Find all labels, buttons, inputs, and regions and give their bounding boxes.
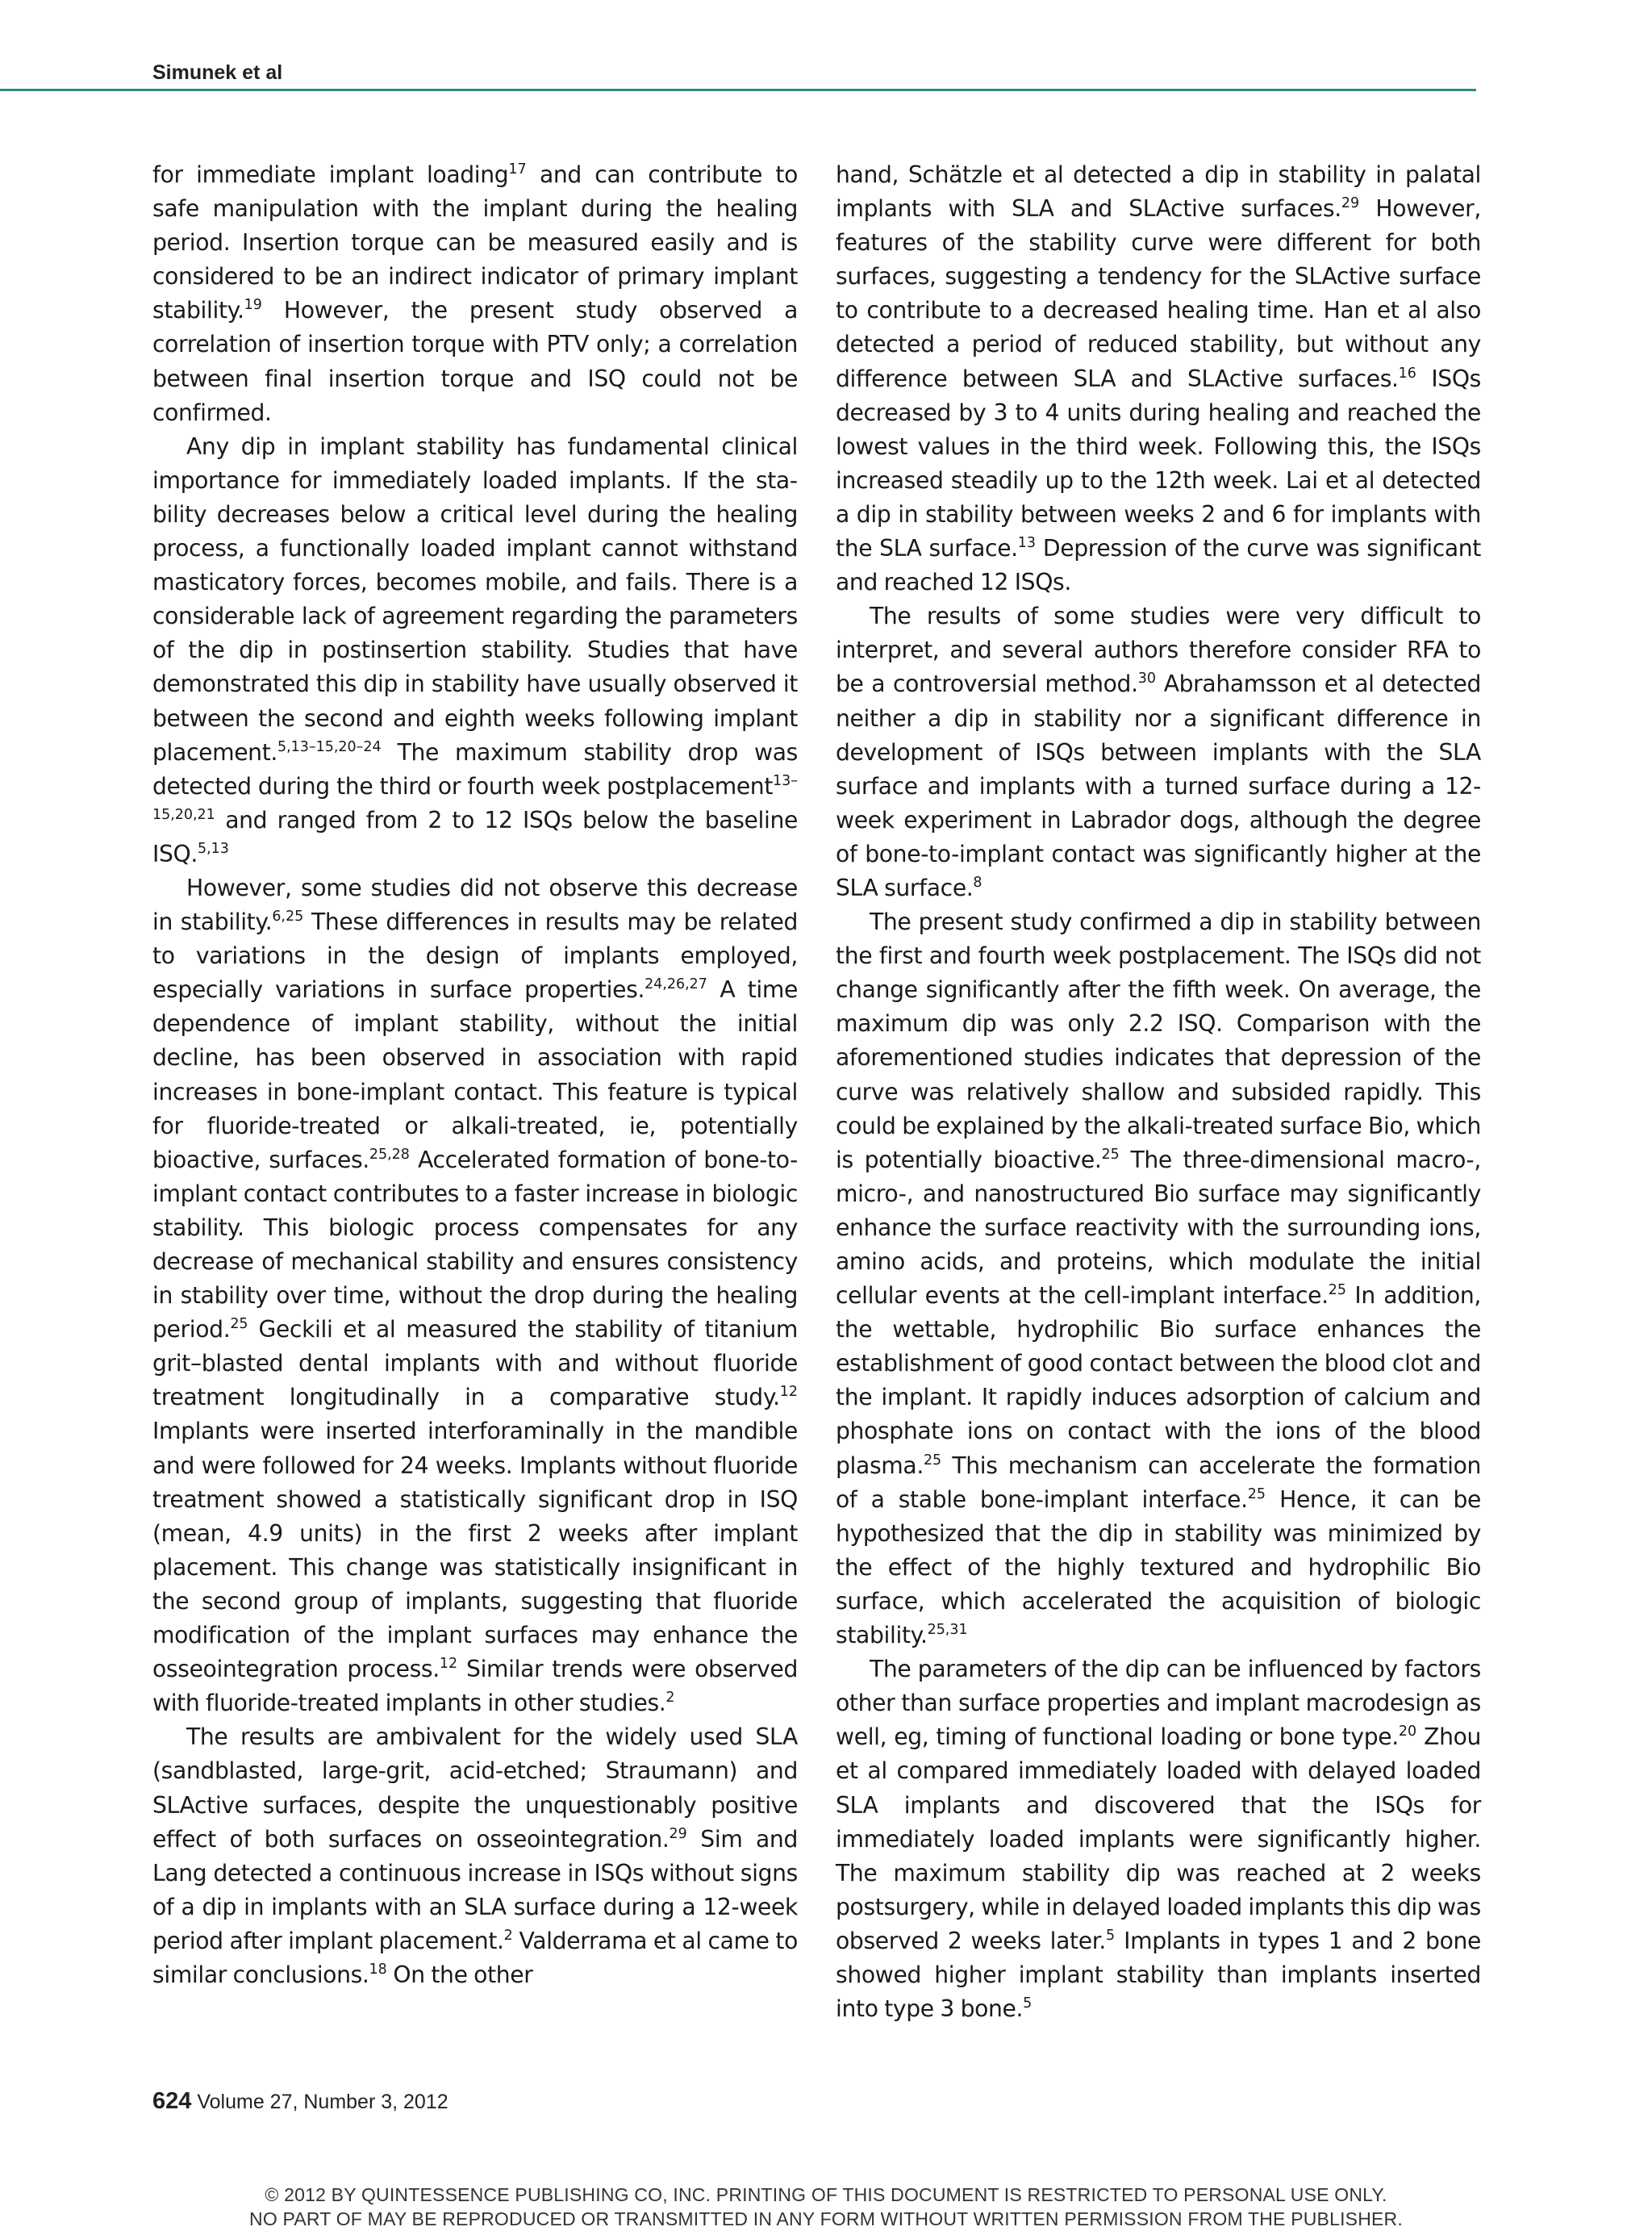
copyright-line: NO PART OF MAY BE REPRODUCED OR TRANSMITTED IN ANY FORM WITHOUT WRITTEN PERMISSION FROM THE PUBLISHER. [249,2208,1403,2229]
paragraph: However, some studies did not observe this decrease in stability.$^{6,25}$ These differences in results may be related to variations in the design of implants employed, especially variations in surface properties.$^{24,26,27}$ A time dependence of implant stability, without the initial decline, has been observed in association with rapid increases in bone-implant contact. This feature is typical for fluoride-treated or alkali-treated, ie, potentially bioactive, surfaces.$^{25,28}$ Accelerated formation of bone-to-implant contact contributes to a faster increase in biologic stability. This biologic process compensates for any decrease of mechanical stability and ensures consistency in stability over time, without the drop during the healing period.$^{25}$ Geckili et al measured the stability of titanium grit–blasted dental implants with and without fluoride treatment longitudinally in a comparative study.$^{12}$ Implants were inserted interforaminally in the mandible and were followed for 24 weeks. Implants without fluoride treatment showed a statistically significant drop in ISQ (mean, 4.9 units) in the first 2 weeks after implant placement. This change was statistically insignificant in the second group of implants, suggesting that fluoride modification of the implant surfaces may enhance the osseointegration process.$^{12}$ Similar trends were observed with fluoride-treated implants in other studies.$^2$ [152,874,798,1717]
paragraph: The results of some studies were very difficult to interpret, and several authors therefore consider RFA to be a controversial method.$^{30}$ Abrahamsson et al detected neither a dip in stability nor a significant difference in development of ISQs between implants with the SLA surface and implants with a turned surface during a 12-week experiment in Labrador dogs, although the degree of bone-to-implant contact was significantly higher at the SLA surface.$^8$ [836,603,1481,901]
copyright-line: © 2012 BY QUINTESSENCE PUBLISHING CO, INC. PRINTING OF THIS DOCUMENT IS RESTRICTED TO PERSONAL USE ONLY. [265,2184,1387,2205]
paragraph: The results are ambivalent for the widely used SLA (sandblasted, large-grit, acid-etched; Straumann) and SLActive surfaces, despite the unquestionably positive effect of both surfaces on osseointegration.$^{29}$ Sim and Lang detected a continuous increase in ISQs without signs of a dip in implants with an SLA surface during a 12-week period after implant placement.$^2$ Valderrama et al came to similar conclusions.$^{18}$ On the other [152,1723,798,1988]
paragraph: hand, Schätzle et al detected a dip in stability in palatal implants with SLA and SLActive surfaces.$^{29}$ However, features of the stability curve were different for both surfaces, suggesting a tendency for the SLActive surface to contribute to a decreased healing time. Han et al also detected a period of reduced stability, but without any difference between SLA and SLActive surfaces.$^{16}$ ISQs decreased by 3 to 4 units during healing and reached the lowest values in the third week. Following this, the ISQs increased steadily up to the 12th week. Lai et al detected a dip in stability between weeks 2 and 6 for implants with the SLA surface.$^{13}$ Depression of the curve was significant and reached 12 ISQs. [836,161,1481,596]
paragraph: for immediate implant loading$^{17}$ and can contribute to safe manipulation with the implant during the healing period. Insertion torque can be measured easily and is considered to be an indirect indicator of primary implant stability.$^{19}$ However, the present study observed a correlation of insertion torque with PTV only; a correlation between final insertion torque and ISQ could not be confirmed. [152,161,798,426]
page-footer [152,2088,448,2115]
paragraph: The present study confirmed a dip in stability between the first and fourth week postplacement. The ISQs did not change significantly after the fifth week. On average, the maximum dip was only 2.2 ISQ. Comparison with the aforementioned studies indicates that depression of the curve was relatively shallow and subsided rapidly. This could be explained by the alkali-treated surface Bio, which is potentially bioactive.$^{25}$ The three-dimensional macro-, micro-, and nanostructured Bio surface may significantly enhance the surface reactivity with the surrounding ions, amino acids, and proteins, which modulate the initial cellular events at the cell-implant interface.$^{25}$ In addition, the wettable, hydrophilic Bio surface enhances the establishment of good contact between the blood clot and the implant. It rapidly induces adsorption of calcium and phosphate ions on contact with the ions of the blood plasma.$^{25}$ This mechanism can accelerate the formation of a stable bone-implant interface.$^{25}$ Hence, it can be hypothesized that the dip in stability was minimized by the effect of the highly textured and hydrophilic Bio surface, which accelerated the acquisition of biologic stability.$^{25,31}$ [836,909,1481,1649]
paragraph: The parameters of the dip can be influenced by factors other than surface properties and implant macrodesign as well, eg, timing of functional loading or bone type.$^{20}$ Zhou et al compared immediately loaded with delayed loaded SLA implants and discovered that the ISQs for immediately loaded implants were significantly higher. The maximum stability dip was reached at 2 weeks postsurgery, while in delayed loaded implants this dip was observed 2 weeks later.$^5$ Implants in types 1 and 2 bone showed higher implant stability than implants inserted into type 3 bone.$^5$ [836,1656,1482,2023]
journal-info: Volume 27, Number 3, 2012 [197,2091,448,2113]
paragraph: Any dip in implant stability has fundamental clinical importance for immediately loaded implants. If the stability decreases below a critical level during the healing process, a functionally loaded implant cannot withstand masticatory forces, becomes mobile, and fails. There is a considerable lack of agreement regarding the parameters of the dip in postinsertion stability. Studies that have demonstrated this dip in stability have usually observed it between the second and eighth weeks following implant placement.$^{5,13-15,20-24}$ The maximum stability drop was detected during the third or fourth week postplacement$^{13-15,20,21}$ and ranged from 2 to 12 ISQs below the baseline ISQ.$^{5,13}$ [152,432,798,867]
running-head: Simunek et al [152,61,283,84]
right-column [836,158,1481,2026]
header-rule [0,89,1476,91]
page-number: 624 [152,2088,192,2114]
left-column [152,158,798,1992]
copyright-notice [0,2183,1652,2231]
